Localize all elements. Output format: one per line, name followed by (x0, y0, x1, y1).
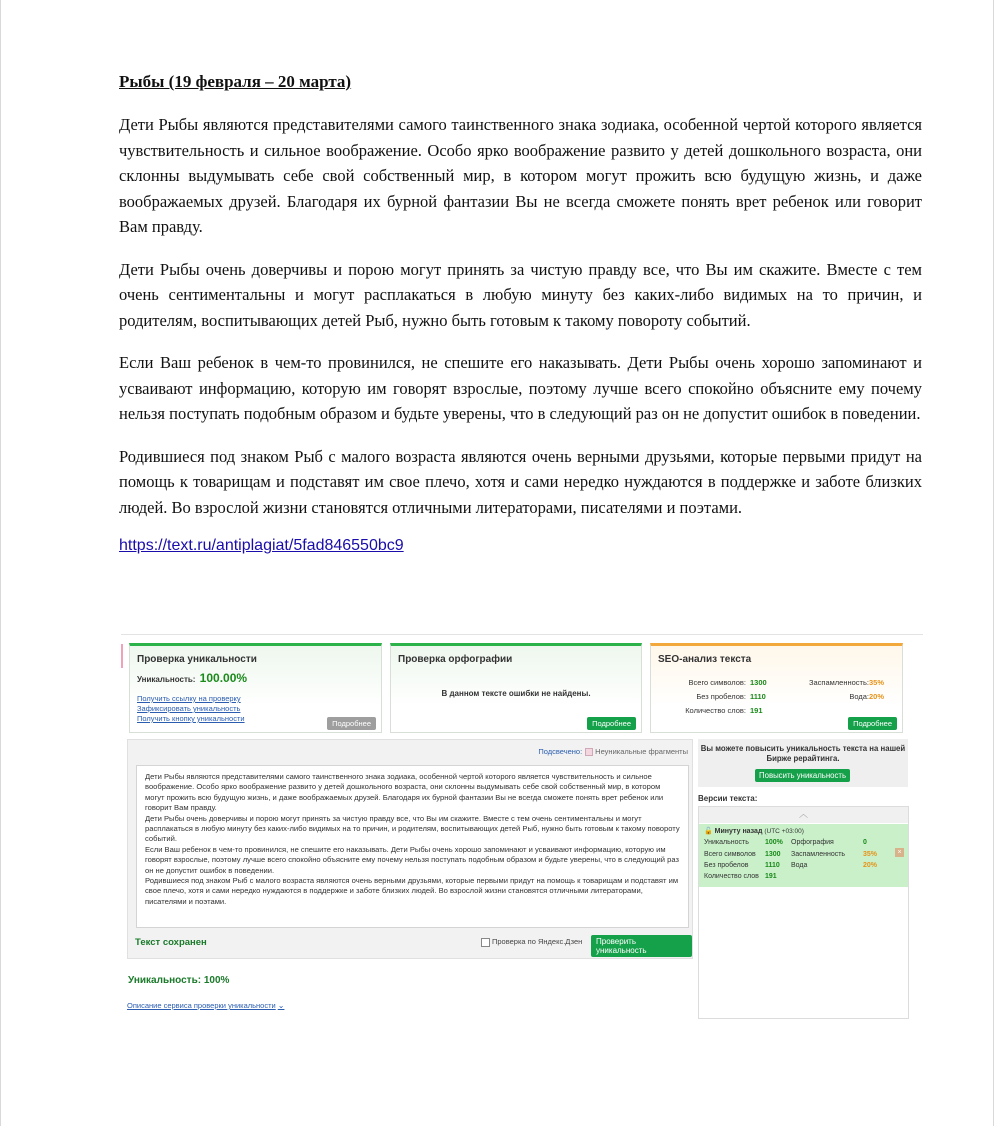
version-label: Уникальность (704, 839, 749, 846)
version-value: 191 (765, 873, 777, 880)
uniqueness-card (129, 643, 382, 733)
checked-paragraph-1: Дети Рыбы являются представителями самого таинственного знака зодиака, особенной чертой которого является чувствительность и сильное воображение. Особо ярко воображение развито у детей дошкольного возраста, они склонны выдумывать себе свой собственный мир, в котором могут прожить всю будущую жизнь, и даже воображаемых друзей. Благодаря их бурной фантазии Вы не всегда сможете понять врет ребенок или говорит Вам правду. (145, 772, 664, 813)
seo-card-title: SEO-анализ текста (658, 654, 752, 665)
version-label: Орфография (791, 839, 834, 846)
embedded-screenshot (121, 634, 923, 1024)
get-link-link[interactable]: Получить ссылку на проверку (137, 694, 241, 703)
saved-status: Текст сохранен (135, 937, 207, 948)
paragraph-2: Дети Рыбы очень доверчивы и порою могут принять за чистую правду все, что Вы им скажите. Вместе с тем очень сентиментальны и могут расплакаться в любую минуту без каких-либо видимых на то причин, и родителям, воспитывающих детей Рыб, нужно быть готовым к такому повороту событий. (119, 259, 922, 330)
promo-box (698, 739, 908, 787)
seo-row (657, 692, 897, 706)
paragraph-3: Если Ваш ребенок в чем-то провинился, не спешите его наказывать. Дети Рыбы очень хорошо запоминают и усваивают информацию, которую им говорят взрослые, поэтому лучше всего спокойно объясните ему почему нельзя поступать подобным образом и будьте уверены, что в следующий раз он не допустит ошибок в поведении. (119, 353, 922, 423)
version-value: 35% (863, 851, 878, 858)
seo-card (650, 643, 903, 733)
version-value: 100% (765, 839, 783, 846)
version-value: 20% (863, 862, 878, 869)
uniqueness-result: Уникальность: 100% (128, 975, 230, 986)
lock-icon: 🔓 (704, 828, 713, 835)
version-label: Вода (791, 862, 808, 869)
version-title (704, 827, 804, 835)
version-label: Заспамленность (791, 851, 846, 858)
service-description-link[interactable] (127, 1001, 284, 1010)
version-item[interactable] (699, 824, 908, 887)
uniqueness-label: Уникальность: (137, 675, 196, 684)
spelling-card-title: Проверка орфографии (398, 654, 513, 665)
fix-uniqueness-link[interactable]: Зафиксировать уникальность (137, 704, 241, 713)
check-panel (127, 739, 693, 959)
checked-paragraph-2: Дети Рыбы очень доверчивы и порою могут принять за чистую правду все, что Вы им скажите. Вместе с тем очень сентиментальны и могут расплакаться в любую минуту без каких-либо видимых на то причин, и родителям, воспитывающих детей Рыб, нужно быть готовым к такому повороту событий. (145, 813, 680, 844)
uniqueness-card-title: Проверка уникальности (137, 654, 257, 665)
version-timezone: (UTC +03:00) (764, 828, 804, 835)
raise-uniqueness-button[interactable]: Повысить уникальность (755, 769, 850, 782)
seo-stats (657, 678, 897, 720)
service-description-label: Описание сервиса проверки уникальности (127, 1001, 276, 1010)
paragraph-1: Дети Рыбы являются представителями самого таинственного знака зодиака, особенной чертой которого является чувствительность и сильное воображение. Особо ярко воображение развито у детей дошкольного возраста, они склонны выдумывать себе свой собственный мир, в котором могут прожить всю будущую жизнь, и даже воображаемых друзей. Благодаря их бурной фантазии Вы не всегда сможете понять врет ребенок или говорит Вам правду. (119, 115, 922, 236)
highlight-marker (121, 644, 123, 668)
checked-text-area[interactable] (136, 765, 689, 928)
check-uniqueness-button[interactable]: Проверить уникальность (591, 935, 692, 957)
seo-value: 20% (869, 692, 885, 701)
divider (121, 634, 923, 635)
versions-label: Версии текста: (698, 794, 758, 803)
seo-label: Всего символов: (688, 678, 746, 687)
chevron-up-icon[interactable]: ︿ (699, 807, 908, 823)
version-row (704, 862, 884, 873)
promo-text: Вы можете повысить уникальность текста на нашей Бирже рерайтинга. (700, 744, 906, 763)
spelling-message: В данном тексте ошибки не найдены. (441, 689, 591, 698)
seo-label: Без пробелов: (696, 692, 746, 701)
seo-value: 1110 (750, 692, 766, 701)
version-value: 0 (863, 839, 867, 846)
seo-label: Вода: (849, 692, 869, 701)
version-row (704, 873, 884, 884)
uniqueness-value: 100.00% (199, 671, 248, 685)
page-edge-right (993, 0, 994, 1126)
checked-paragraph-3: Если Ваш ребенок в чем-то провинился, не спешите его наказывать. Дети Рыбы очень хорошо запоминают и усваивают информацию, которую им говорят взрослые, поэтому лучше всего спокойно объясните ему почему нельзя поступать подобным образом и будьте уверены, что в следующий раз он не допустит ошибок в поведении. (145, 844, 679, 875)
legend-item: Неуникальные фрагменты (595, 747, 688, 756)
get-button-link[interactable]: Получить кнопку уникальности (137, 714, 245, 723)
version-value: 1110 (765, 862, 780, 869)
spelling-card (390, 643, 642, 733)
yandex-checkbox[interactable] (481, 938, 490, 947)
document-body (119, 71, 922, 555)
seo-row (657, 678, 897, 692)
version-label: Без пробелов (704, 862, 749, 869)
seo-value: 191 (750, 706, 763, 715)
seo-details-button[interactable]: Подробнее (848, 717, 897, 730)
seo-label: Количество слов: (685, 706, 746, 715)
checked-paragraph-4: Родившиеся под знаком Рыб с малого возраста являются очень верными друзьями, которые первыми придут на помощь к товарищам и подставят им свое плечо, хотя и сами нередко нуждаются в поддержке и заботе близких людей. Во взрослой жизни становятся отличными литераторами, писателями и поэтами. (145, 876, 679, 906)
versions-list (698, 806, 909, 1019)
seo-label: Заспамленность: (808, 678, 869, 687)
legend-swatch (585, 748, 593, 756)
yandex-checkbox-row[interactable] (481, 937, 582, 947)
version-row (704, 839, 884, 850)
version-row (704, 851, 884, 862)
uniqueness-details-button[interactable]: Подробнее (327, 717, 376, 730)
version-label: Количество слов (704, 873, 759, 880)
paragraph-4: Родившиеся под знаком Рыб с малого возраста являются очень верными друзьями, которые первыми придут на помощь к товарищам и подставят им свое плечо, хотя и сами нередко нуждаются в поддержке и заботе близких людей. Во взрослой жизни становятся отличными литераторами, писателями и поэтами. (119, 446, 922, 517)
legend-label: Подсвечено: (538, 747, 583, 756)
seo-value: 1300 (750, 678, 767, 687)
version-time: Минуту назад (714, 828, 763, 835)
yandex-checkbox-label: Проверка по Яндекс.Дзен (492, 937, 583, 946)
version-label: Всего символов (704, 851, 756, 858)
chevron-down-icon: ⌄ (277, 1001, 285, 1010)
page-edge-left (0, 0, 1, 1126)
close-icon[interactable]: × (895, 848, 904, 857)
highlight-legend (538, 747, 688, 756)
document-title: Рыбы (19 февраля – 20 марта) (119, 72, 352, 91)
antiplagiat-link[interactable]: https://text.ru/antiplagiat/5fad846550bc9 (119, 537, 404, 554)
spelling-details-button[interactable]: Подробнее (587, 717, 636, 730)
seo-value: 35% (869, 678, 885, 687)
uniqueness-line (137, 671, 247, 685)
version-value: 1300 (765, 851, 781, 858)
